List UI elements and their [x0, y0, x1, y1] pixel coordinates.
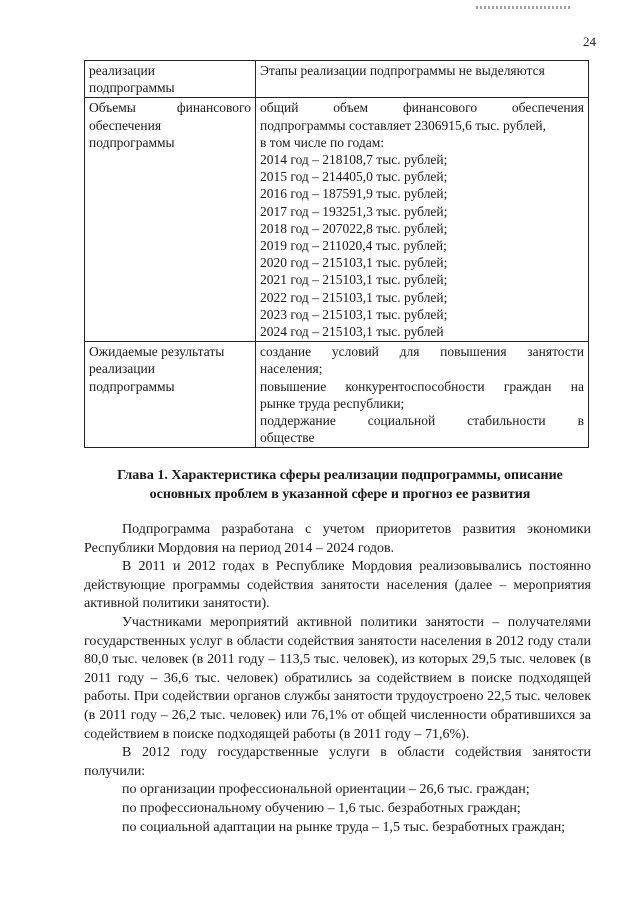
value-line: в том числе по годам: [260, 134, 385, 150]
scan-artifact [476, 6, 572, 9]
row-label-cell [85, 98, 256, 342]
year-amount-line: 2023 год – 215103,1 тыс. рублей; [260, 306, 448, 322]
chapter-heading-line: Глава 1. Характеристика сферы реализации подпрограммы, описание [117, 468, 563, 483]
table-row [85, 61, 589, 98]
year-amount-line: 2014 год – 218108,7 тыс. рублей; [260, 152, 448, 168]
row-value-cell [256, 342, 589, 448]
value-line: населения; [260, 361, 323, 377]
year-amount-line: 2020 год – 215103,1 тыс. рублей; [260, 255, 448, 271]
table-row [85, 342, 589, 448]
chapter-heading [92, 466, 588, 504]
year-amount-line: 2022 год – 215103,1 тыс. рублей; [260, 289, 448, 305]
page-number: 24 [583, 34, 596, 49]
chapter-heading-line: основных проблем в указанной сфере и прогноз ее развития [149, 487, 531, 502]
year-amount-line: 2019 год – 211020,4 тыс. рублей; [260, 238, 447, 254]
table-row [85, 98, 589, 342]
year-amount-line: 2015 год – 214405,0 тыс. рублей; [260, 169, 448, 185]
row-label-cell [85, 61, 256, 98]
list-item: по организации профессиональной ориентации – 26,6 тыс. граждан; [122, 782, 530, 798]
year-amount-line: 2021 год – 215103,1 тыс. рублей; [260, 272, 448, 288]
label-line: подпрограммы [89, 378, 175, 394]
value-line: Этапы реализации подпрограммы не выделяются [260, 63, 545, 78]
paragraph: В 2011 и 2012 годах в Республике Мордовия реализовывались постоянно действующие программы содействия занятости населения (далее – мероприятия активной политики занятости). [84, 559, 591, 612]
label-line: реализации [89, 63, 155, 78]
year-amount-line: 2016 год – 187591,9 тыс. рублей; [260, 186, 448, 202]
year-amount-line: 2024 год – 215103,1 тыс. рублей [260, 324, 444, 340]
year-amount-line: 2018 год – 207022,8 тыс. рублей; [260, 220, 448, 236]
value-line: подпрограммы составляет 2306915,6 тыс. рублей, [260, 117, 546, 133]
label-line: Объемы финансового [89, 100, 251, 116]
paragraph: Подпрограмма разработана с учетом приоритетов развития экономики Республики Мордовия на период 2014 – 2024 годов. [84, 522, 591, 556]
year-amount-line: 2017 год – 193251,3 тыс. рублей; [260, 203, 448, 219]
paragraph: Участниками мероприятий активной политики занятости – получателями государственных услуг в области содействия занятости населения в 2012 году стали 80,0 тыс. человек (в 2011 году – 113,5 тыс. человек), из которых 29,5 тыс. человек (в 2011 году – 36,6 тыс. человек) обратились за содействием в поиске подходящей работы. При содействии органов службы занятости трудоустроено 22,5 тыс. человек (в 2011 году – 26,2 тыс. человек) или 76,1% от общей численности обратившихся за содействием в поиске подходящей работы (в 2011 году – 71,6%). [84, 614, 591, 742]
paragraph: В 2012 году государственные услуги в области содействия занятости получили: [84, 745, 591, 779]
value-line: повышение конкурентоспособности граждан на [260, 378, 584, 394]
value-line: поддержание социальной стабильности в [260, 413, 584, 429]
list-item: по социальной адаптации на рынке труда – 1,5 тыс. безработных граждан; [122, 819, 566, 835]
label-line: Ожидаемые результаты [89, 344, 225, 360]
list-item: по профессиональному обучению – 1,6 тыс. безработных граждан; [122, 800, 521, 816]
value-line: обществе [260, 430, 315, 446]
value-line: рынке труда республики; [260, 395, 405, 411]
label-line: подпрограммы [89, 134, 175, 150]
subprogram-passport-table [84, 60, 589, 448]
label-line: обеспечения [89, 117, 162, 133]
value-line: общий объем финансового обеспечения [260, 100, 584, 116]
body-text [84, 521, 591, 837]
label-line: подпрограммы [89, 80, 175, 96]
row-value-cell [256, 61, 589, 98]
value-line: создание условий для повышения занятости [260, 344, 584, 360]
label-line: реализации [89, 361, 155, 377]
row-value-cell [256, 98, 589, 342]
row-label-cell [85, 342, 256, 448]
